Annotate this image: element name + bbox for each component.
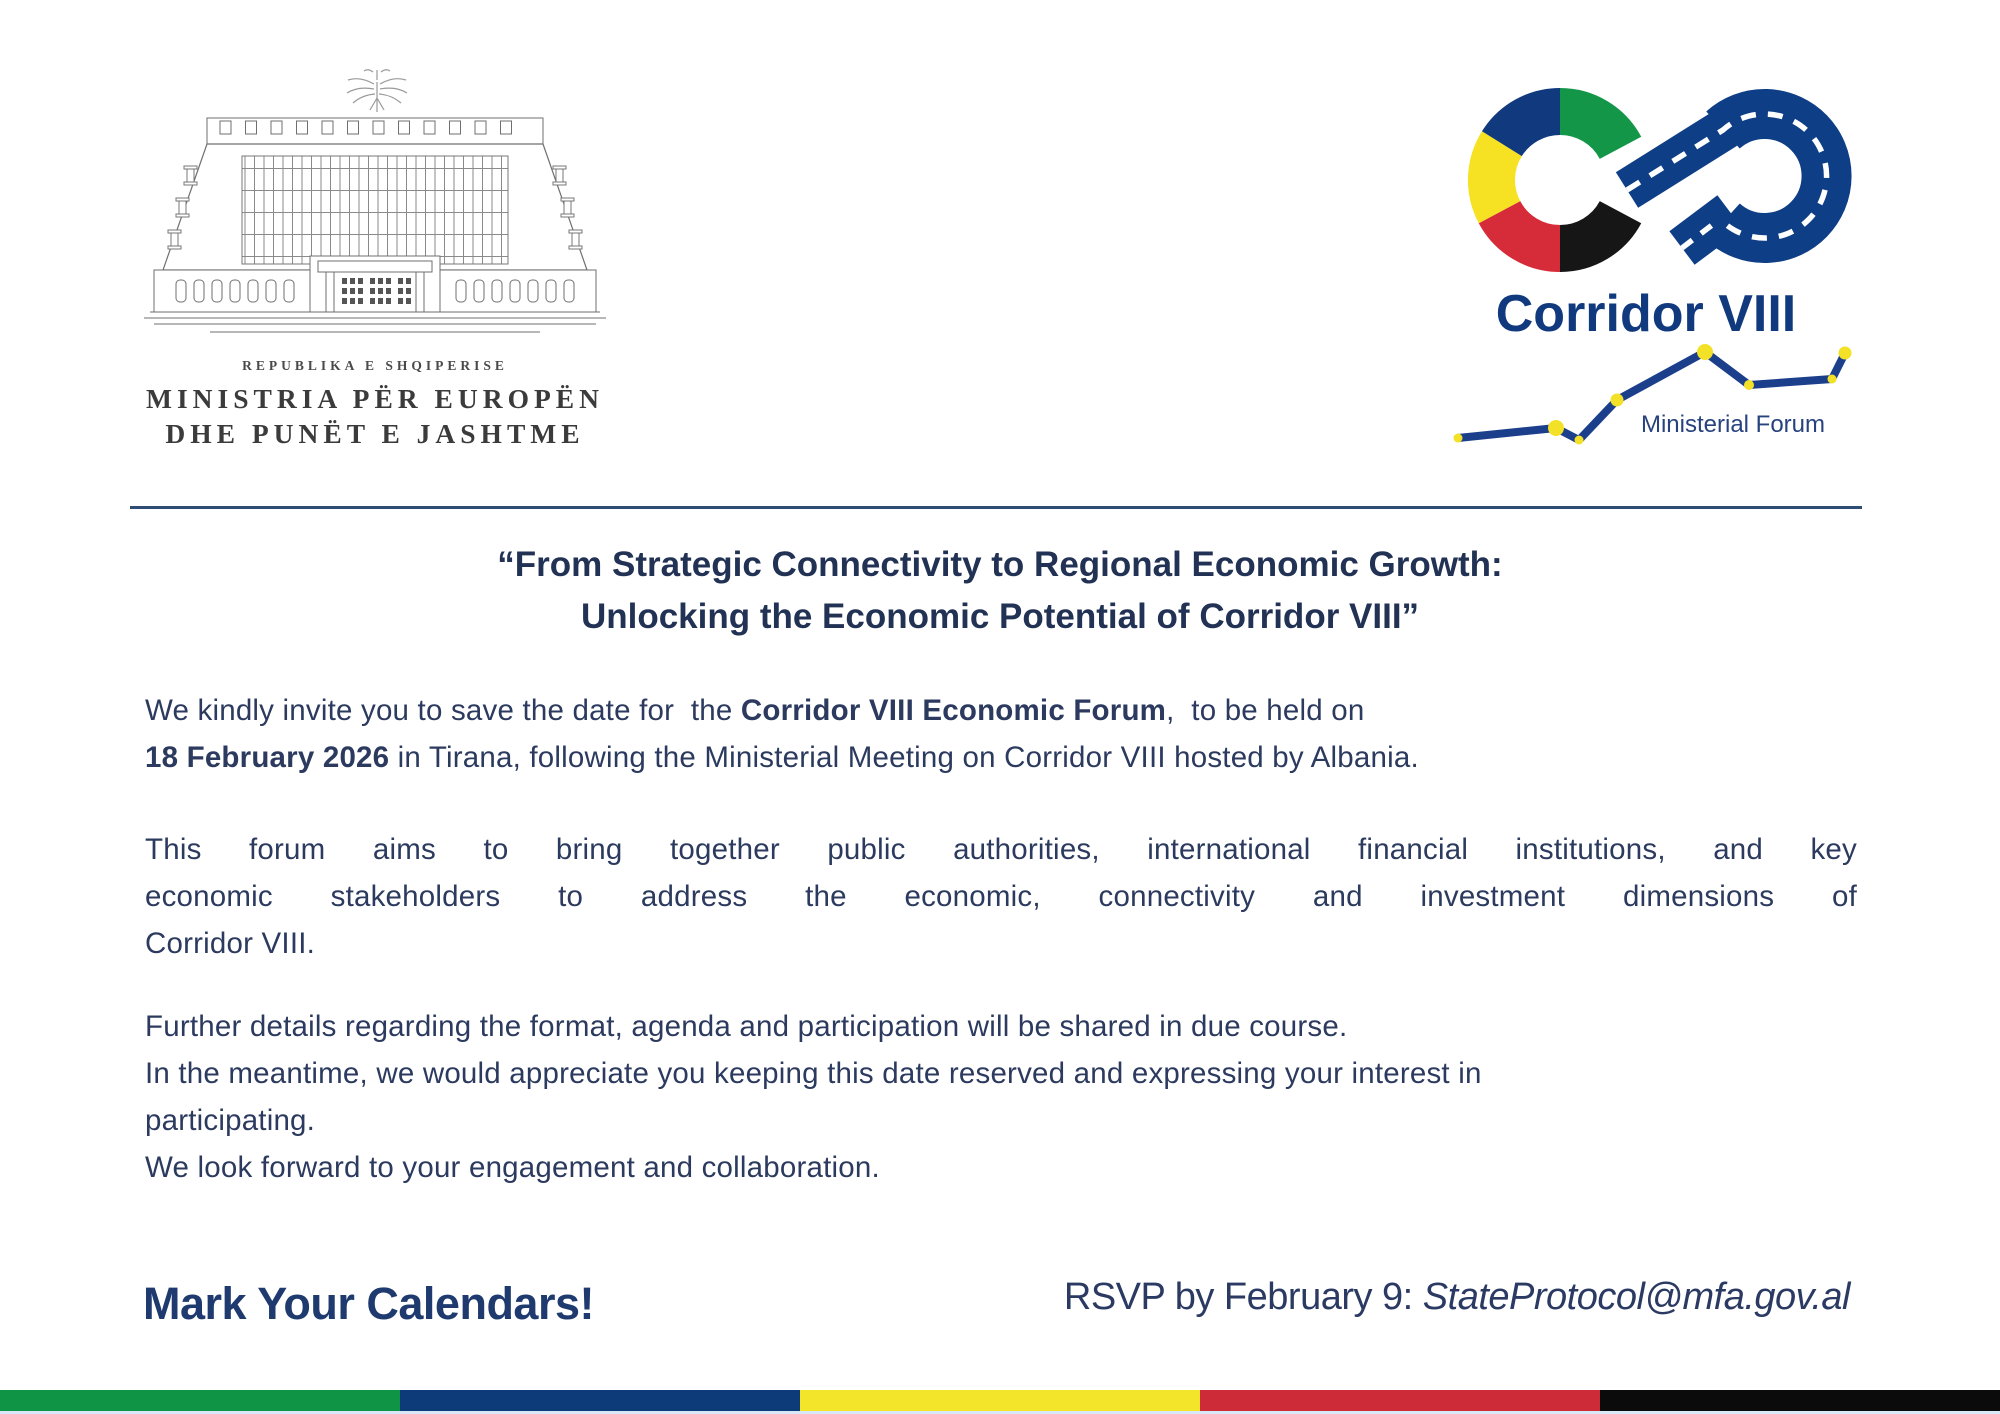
stripe-red <box>1200 1390 1600 1411</box>
paragraph-further-details-line1: Further details regarding the format, agenda and participation will be shared in due course. <box>145 1010 1348 1043</box>
rsvp-email-link[interactable]: StateProtocol@mfa.gov.al <box>1422 1276 1850 1318</box>
paragraph-further-details-line2: In the meantime, we would appreciate you keeping this date reserved and expressing your interest in <box>145 1057 1482 1090</box>
ministerial-forum-label: Ministerial Forum <box>1640 411 1826 438</box>
rsvp-line <box>1064 1276 1850 1319</box>
ministry-name-line2: DHE PUNËT E JASHTME <box>165 418 585 449</box>
stripe-green <box>0 1390 400 1411</box>
paragraph-forum-aims <box>145 826 1857 967</box>
paragraph-invite-line1: We kindly invite you to save the date for the Corridor VIII Economic Forum, to be held on <box>145 694 1365 727</box>
paragraph-invite-line2: 18 February 2026 in Tirana, following the Ministerial Meeting on Corridor VIII hosted by Albania. <box>145 741 1419 774</box>
eagle-icon <box>347 70 407 112</box>
paragraph-forum-aims-line1: This forum aims to bring together public authorities, international financial institutions, and key <box>145 833 1857 866</box>
corridor-c-infinity-icon <box>1430 62 1870 292</box>
paragraph-invite <box>145 687 1857 781</box>
corridor-viii-logo <box>1430 62 1870 462</box>
paragraph-forum-aims-line3: Corridor VIII. <box>145 927 316 960</box>
corridor-wordmark: Corridor VIII <box>1495 285 1797 343</box>
ministry-building-icon <box>140 58 610 348</box>
stripe-yellow <box>800 1390 1200 1411</box>
paragraph-further-details-line4: We look forward to your engagement and collaboration. <box>145 1151 880 1184</box>
stripe-black <box>1600 1390 2000 1411</box>
event-title-line1: “From Strategic Connectivity to Regional Economic Growth: <box>497 545 1503 584</box>
event-title-line2: Unlocking the Economic Potential of Corridor VIII” <box>580 597 1420 636</box>
republic-label: REPUBLIKA E SHQIPERISE <box>242 358 508 373</box>
footer-color-stripe <box>0 1390 2000 1411</box>
paragraph-further-details-line3: participating. <box>145 1104 316 1137</box>
paragraph-forum-aims-line2: economic stakeholders to address the economic, connectivity and investment dimensions of <box>145 880 1857 913</box>
event-title <box>0 539 2000 643</box>
header-divider <box>130 506 1862 509</box>
mark-calendars-text: Mark Your Calendars! <box>143 1278 594 1329</box>
road-infinity-icon <box>1627 114 1827 248</box>
stripe-blue <box>400 1390 800 1411</box>
ministry-name-line1: MINISTRIA PËR EUROPËN <box>146 383 604 414</box>
rsvp-label: RSVP by February 9: <box>1063 1276 1423 1318</box>
paragraph-further-details <box>145 1003 1857 1191</box>
